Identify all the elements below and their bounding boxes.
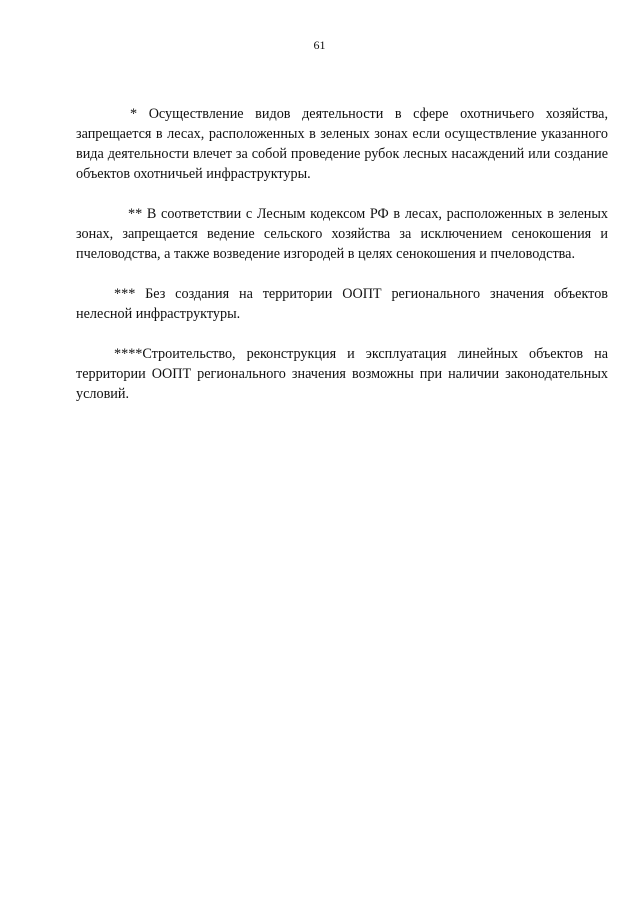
footnote-2: ** В соответствии с Лесным кодексом РФ в лесах, расположенных в зеленых зонах, запрещается ведение сельского хозяйства за исключением сенокошения и пчеловодства, а также возведение изгородей в целях сенокошения и пчеловодства. [76, 206, 608, 262]
page-number: 61 [313, 38, 326, 52]
footnote-3: *** Без создания на территории ООПТ регионального значения объектов нелесной инфраструктуры. [76, 286, 608, 322]
footnotes-section [76, 104, 608, 424]
footnote-1: * Осуществление видов деятельности в сфере охотничьего хозяйства, запрещается в лесах, расположенных в зеленых зонах если осуществление указанного вида деятельности влечет за собой проведение рубок лесных насаждений или создание объектов охотничьей инфраструктуры. [76, 106, 608, 182]
footnote-4: ****Строительство, реконструкция и эксплуатация линейных объектов на территории ООПТ регионального значения возможны при наличии законодательных условий. [76, 346, 608, 402]
